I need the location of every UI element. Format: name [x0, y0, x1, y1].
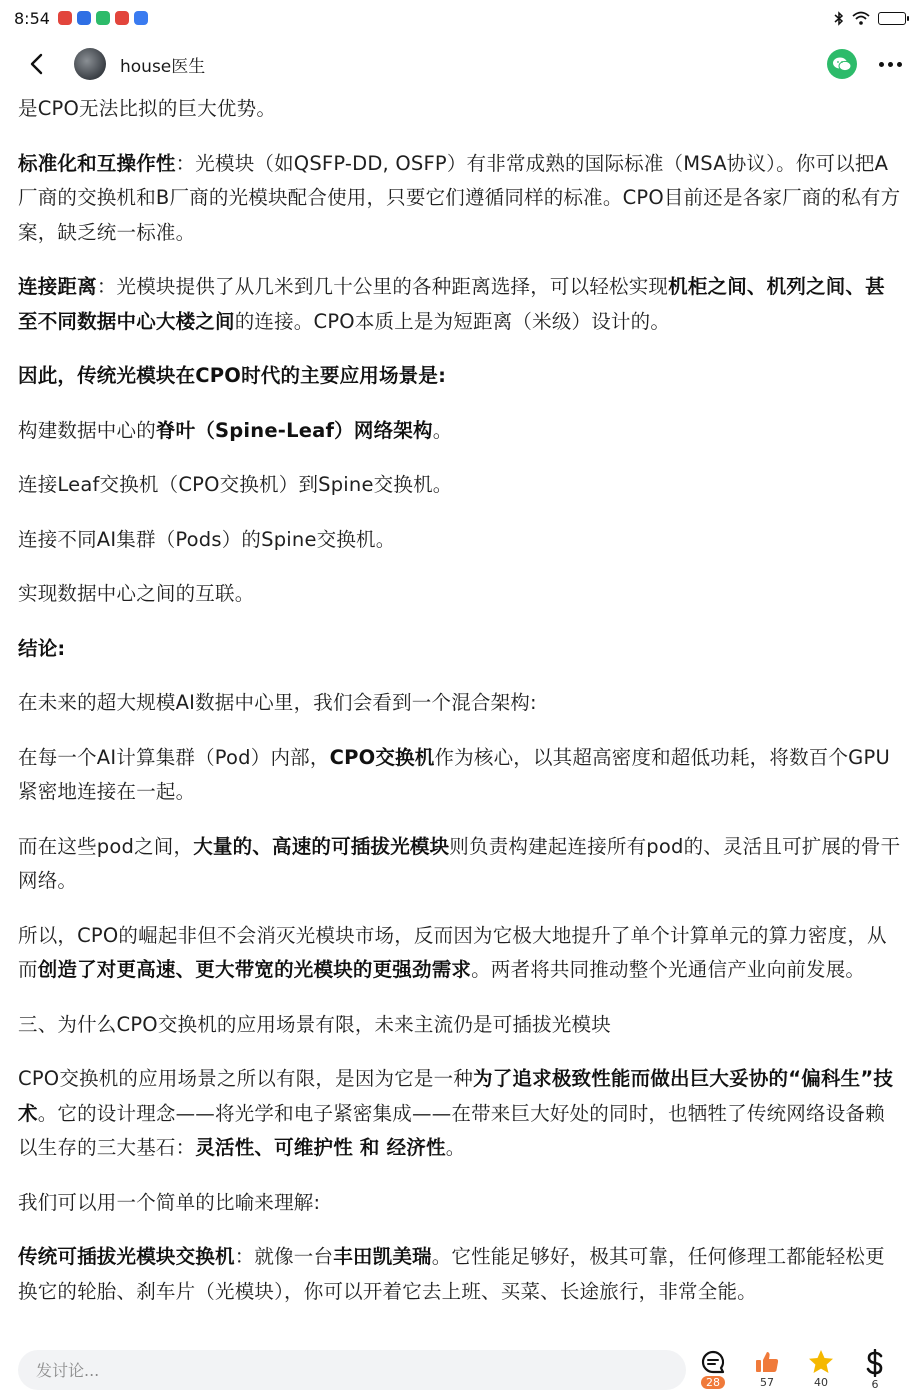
author-name[interactable]: house医生 [120, 56, 206, 77]
more-dot-icon [888, 62, 893, 67]
paragraph: 标准化和互操作性：光模块（如QSFP-DD, OSFP）有非常成熟的国际标准（MSA协议）。你可以把A厂商的交换机和B厂商的光模块配合使用，只要它们遵循同样的标准。CPO目前还是各家厂商的私有方案，缺乏统一标准。 [18, 151, 901, 244]
battery-icon [878, 12, 906, 25]
bottom-action-bar [0, 1340, 920, 1400]
app-notification-icon [134, 11, 148, 25]
wechat-icon [832, 56, 852, 72]
more-dot-icon [879, 62, 884, 67]
paragraph: 连接距离：光模块提供了从几米到几十公里的各种距离选择，可以轻松实现机柜之间、机列之间、甚至不同数据中心大楼之间的连接。CPO本质上是为短距离（米级）设计的。 [18, 275, 885, 333]
app-notification-icon [115, 11, 129, 25]
more-dot-icon [897, 62, 902, 67]
paragraph: CPO交换机的应用场景之所以有限，是因为它是一种为了追求极致性能而做出巨大妥协的“偏科生”技术。它的设计理念——将光学和电子紧密集成——在带来巨大好处的同时，也牺牲了传统网络设备赖以生存的三大基石：灵活性、可维护性 和 经济性。 [18, 1067, 894, 1159]
wechat-share-button[interactable] [827, 49, 857, 79]
reward-count: 6 [871, 1378, 879, 1391]
article-header [0, 36, 920, 92]
notification-icons [58, 11, 148, 25]
bluetooth-icon [834, 11, 844, 26]
paragraph: 传统可插拔光模块交换机：就像一台丰田凯美瑞。它性能足够好，极其可靠，任何修理工都能轻松更换它的轮胎、刹车片（光模块），你可以开着它去上班、买菜、长途旅行，非常全能。 [18, 1245, 885, 1303]
star-icon [807, 1349, 835, 1375]
thumbs-up-icon [754, 1349, 780, 1375]
app-notification-icon [58, 11, 72, 25]
article-body [18, 92, 904, 1340]
paragraph: 是CPO无法比拟的巨大优势。 [18, 97, 277, 120]
like-count: 57 [760, 1376, 774, 1389]
comment-button[interactable] [686, 1349, 740, 1391]
paragraph: 结论: [18, 636, 66, 660]
dollar-icon [865, 1349, 885, 1377]
comment-count: 28 [701, 1376, 725, 1389]
paragraph: 因此，传统光模块在CPO时代的主要应用场景是: [18, 364, 447, 387]
comment-icon [700, 1349, 726, 1375]
more-options-button[interactable] [879, 49, 902, 79]
favorite-button[interactable] [794, 1349, 848, 1391]
paragraph: 连接不同AI集群（Pods）的Spine交换机。 [18, 527, 396, 551]
paragraph: 所以，CPO的崛起非但不会消灭光模块市场，反而因为它极大地提升了单个计算单元的算力密度，从而创造了对更高速、更大带宽的光模块的更强劲需求。两者将共同推动整个光通信产业向前发展。 [18, 923, 887, 981]
wechat-notification-icon [96, 11, 110, 25]
section-heading: 三、为什么CPO交换机的应用场景有限，未来主流仍是可插拔光模块 [18, 1012, 611, 1036]
paragraph: 实现数据中心之间的互联。 [18, 582, 255, 605]
paragraph: 在未来的超大规模AI数据中心里，我们会看到一个混合架构: [18, 691, 537, 714]
app-notification-icon [77, 11, 91, 25]
paragraph: 而在这些pod之间，大量的、高速的可插拔光模块则负责构建起连接所有pod的、灵活且可扩展的骨干网络。 [18, 834, 901, 892]
status-bar [0, 0, 920, 36]
paragraph: 我们可以用一个简单的比喻来理解: [18, 1190, 321, 1214]
paragraph: 连接Leaf交换机（CPO交换机）到Spine交换机。 [18, 473, 453, 496]
paragraph: 在每一个AI计算集群（Pod）内部，CPO交换机作为核心，以其超高密度和超低功耗，将数百个GPU紧密地连接在一起。 [18, 745, 890, 803]
wifi-icon [851, 11, 871, 26]
chevron-left-icon [29, 53, 43, 75]
status-time: 8:54 [14, 8, 50, 28]
reward-button[interactable] [848, 1349, 902, 1391]
author-avatar[interactable] [74, 48, 106, 80]
paragraph: 构建数据中心的脊叶（Spine-Leaf）网络架构。 [18, 418, 453, 442]
favorite-count: 40 [814, 1376, 828, 1389]
like-button[interactable] [740, 1349, 794, 1391]
comment-input[interactable] [18, 1350, 686, 1390]
back-button[interactable] [18, 46, 54, 82]
